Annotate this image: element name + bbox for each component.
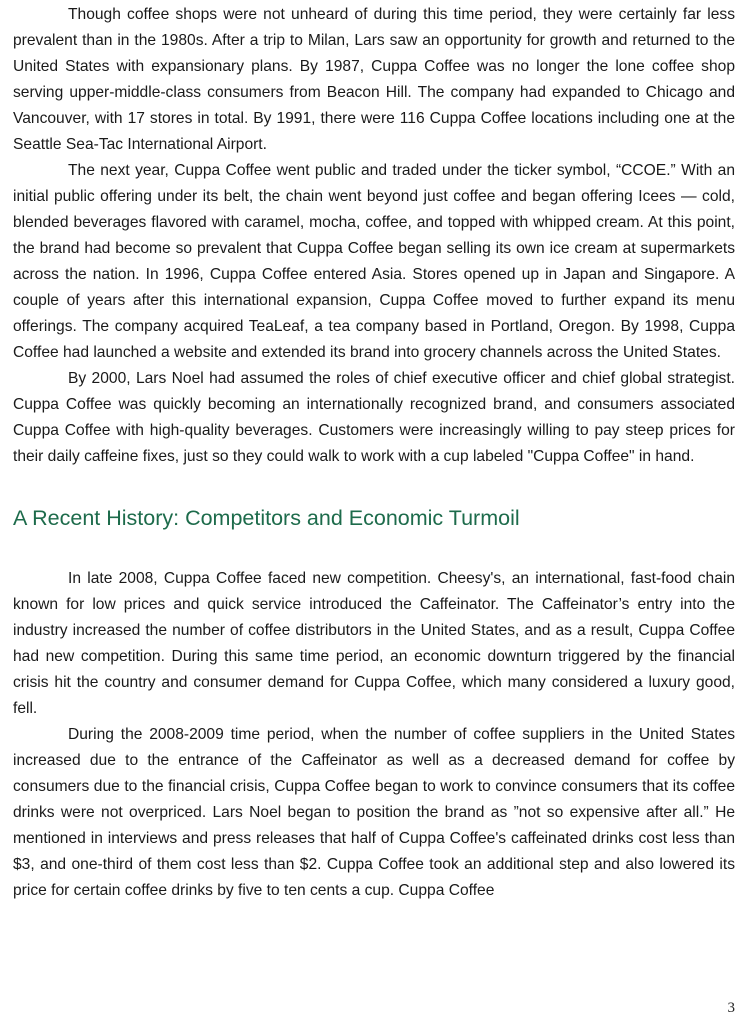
section-heading: A Recent History: Competitors and Economic Turmoil xyxy=(13,506,520,530)
paragraph-2000: By 2000, Lars Noel had assumed the roles of chief executive officer and chief global strategist. Cuppa Coffee was quickly becoming an internationally recognized brand, and consumers associated Cuppa Coffee with high-quality beverages. Customers were increasingly willing to pay steep prices for their daily caffeine fixes, just so they could walk to work with a cup labeled "Cuppa Coffee" in hand. xyxy=(13,370,735,465)
paragraph-ipo: The next year, Cuppa Coffee went public and traded under the ticker symbol, “CCOE.” With an initial public offering under its belt, the chain went beyond just coffee and began offering Icees — cold, blended beverages flavored with caramel, mocha, coffee, and topped with whipped cream. At this point, the brand had become so prevalent that Cuppa Coffee began selling its own ice cream at supermarkets across the nation. In 1996, Cuppa Coffee entered Asia. Stores opened up in Japan and Singapore. A couple of years after this international expansion, Cuppa Coffee moved to further expand its menu offerings. The company acquired TeaLeaf, a tea company based in Portland, Oregon. By 1998, Cuppa Coffee had launched a website and extended its brand into grocery channels across the United States. xyxy=(13,162,735,361)
paragraph-pricing: During the 2008-2009 time period, when the number of coffee suppliers in the United States increased due to the entrance of the Caffeinator as well as a decreased demand for coffee by consumers due to the financial crisis, Cuppa Coffee began to work to convince consumers that its coffee drinks were not overpriced. Lars Noel began to position the brand as ”not so expensive after all.” He mentioned in interviews and press releases that half of Cuppa Coffee's caffeinated drinks cost less than $3, and one-third of them cost less than $2. Cuppa Coffee took an additional step and also lowered its price for certain coffee drinks by five to ten cents a cup. Cuppa Coffee xyxy=(13,726,735,899)
paragraph-expansion: Though coffee shops were not unheard of during this time period, they were certainly far less prevalent than in the 1980s. After a trip to Milan, Lars saw an opportunity for growth and returned to the United States with expansionary plans. By 1987, Cuppa Coffee was no longer the lone coffee shop serving upper-middle-class consumers from Beacon Hill. The company had expanded to Chicago and Vancouver, with 17 stores in total. By 1991, there were 116 Cuppa Coffee locations including one at the Seattle Sea-Tac International Airport. xyxy=(13,6,735,153)
spacer xyxy=(13,540,735,566)
document-page xyxy=(13,2,735,904)
paragraph-competition: In late 2008, Cuppa Coffee faced new competition. Cheesy's, an international, fast-food chain known for low prices and quick service introduced the Caffeinator. The Caffeinator’s entry into the industry increased the number of coffee distributors in the United States, and as a result, Cuppa Coffee had new competition. During this same time period, an economic downturn triggered by the financial crisis hit the country and consumer demand for Cuppa Coffee, which many considered a luxury good, fell. xyxy=(13,570,735,717)
page-number: 3 xyxy=(727,1000,735,1016)
